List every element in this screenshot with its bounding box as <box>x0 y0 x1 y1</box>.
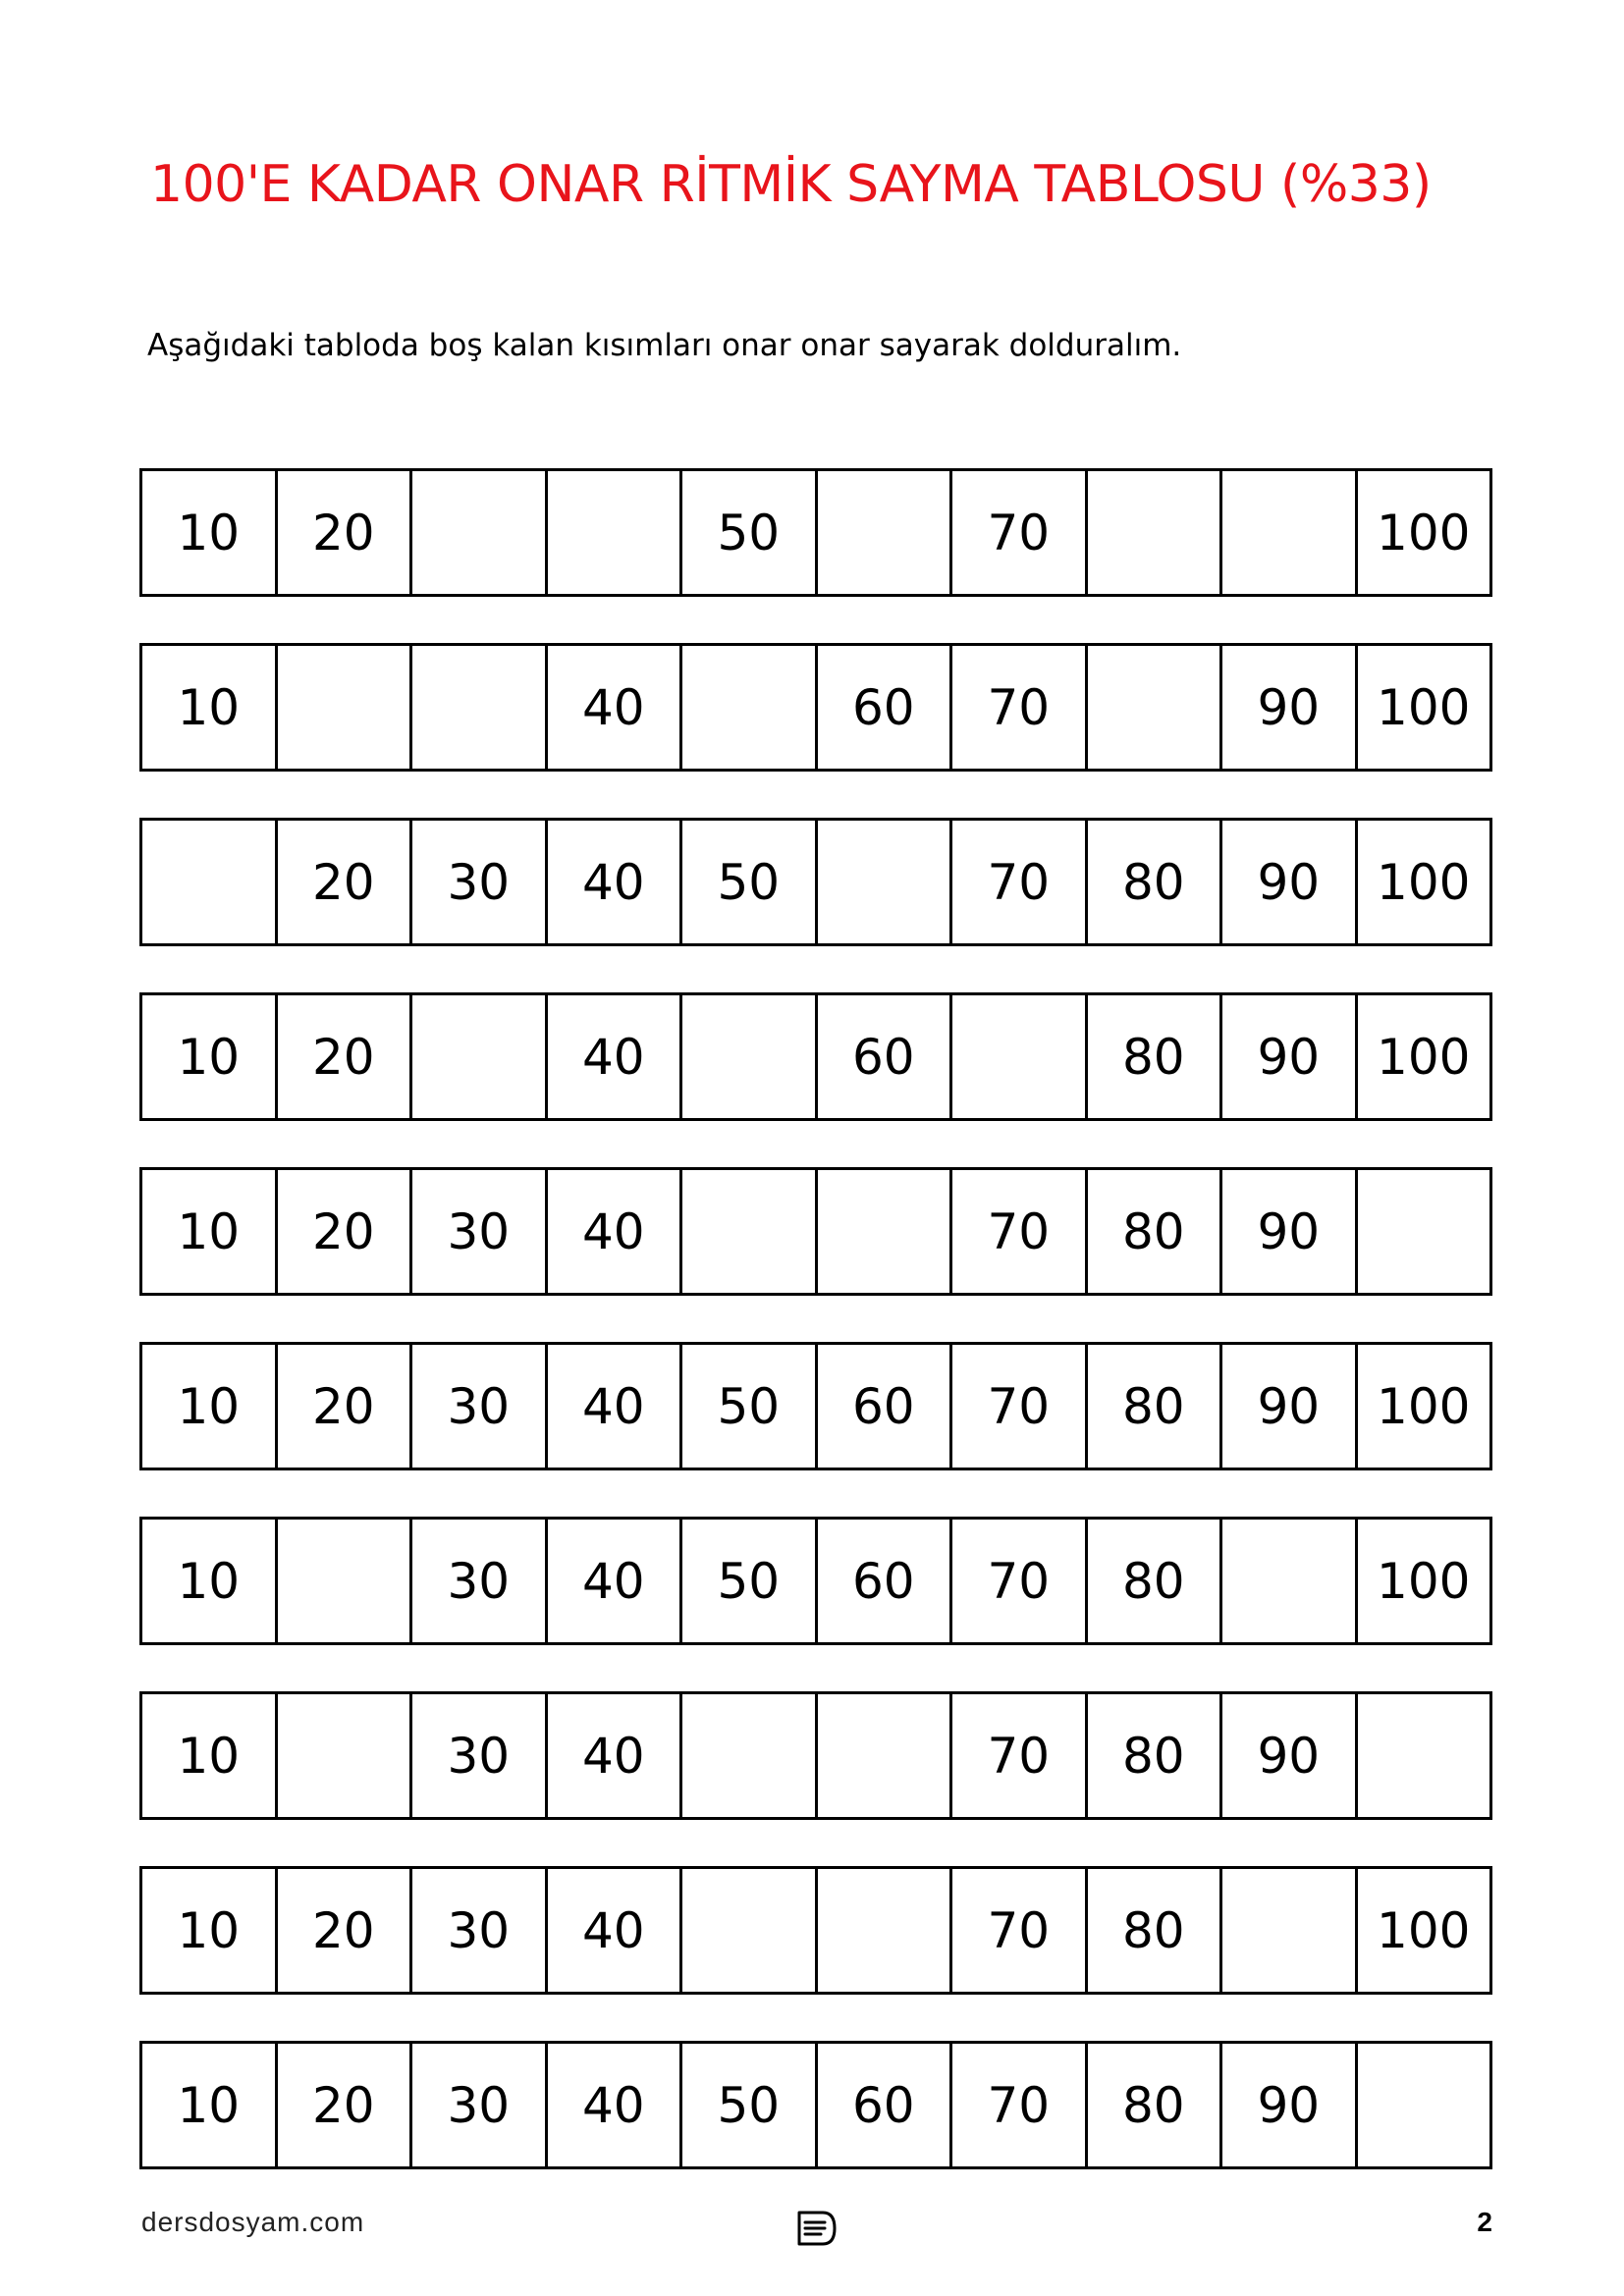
number-cell: 100 <box>1355 646 1490 769</box>
number-cell: 50 <box>679 1345 815 1468</box>
number-cell: 20 <box>275 1345 410 1468</box>
number-cell: 70 <box>949 821 1085 943</box>
blank-cell <box>679 995 815 1118</box>
number-cell: 70 <box>949 1694 1085 1817</box>
number-cell: 10 <box>177 678 241 736</box>
counting-table <box>139 468 1492 2216</box>
blank-cell <box>275 1694 410 1817</box>
number-cell: 60 <box>815 1345 950 1468</box>
number-cell: 80 <box>1085 1345 1220 1468</box>
number-cell: 30 <box>409 1694 545 1817</box>
number-cell: 90 <box>1219 2044 1355 2166</box>
number-cell: 30 <box>409 821 545 943</box>
blank-cell <box>1355 1694 1490 1817</box>
number-cell: 50 <box>679 821 815 943</box>
number-cell: 40 <box>545 1345 680 1468</box>
blank-cell <box>409 646 545 769</box>
blank-cell <box>815 1694 950 1817</box>
table-row <box>139 818 1492 946</box>
number-cell: 60 <box>815 646 950 769</box>
number-cell: 10 <box>177 1377 241 1435</box>
blank-cell <box>1219 1869 1355 1992</box>
number-cell: 20 <box>275 2044 410 2166</box>
blank-cell <box>1085 646 1220 769</box>
number-cell: 40 <box>545 1869 680 1992</box>
number-cell: 90 <box>1219 646 1355 769</box>
blank-cell <box>679 1170 815 1293</box>
number-cell: 50 <box>679 1520 815 1642</box>
table-row <box>139 992 1492 1121</box>
blank-cell <box>815 471 950 594</box>
number-cell: 10 <box>177 1202 241 1260</box>
blank-cell <box>1219 471 1355 594</box>
number-cell: 100 <box>1355 1345 1490 1468</box>
number-cell: 40 <box>545 646 680 769</box>
number-cell: 60 <box>815 995 950 1118</box>
number-cell: 100 <box>1355 995 1490 1118</box>
number-cell: 20 <box>275 1170 410 1293</box>
instruction-text: Aşağıdaki tabloda boş kalan kısımları onar onar sayarak dolduralım. <box>147 328 1182 363</box>
number-cell: 100 <box>1355 821 1490 943</box>
number-cell: 20 <box>275 995 410 1118</box>
table-row <box>139 1691 1492 1820</box>
table-row <box>139 1167 1492 1296</box>
number-cell: 50 <box>679 471 815 594</box>
blank-cell <box>142 821 275 943</box>
blank-cell <box>275 1520 410 1642</box>
number-cell: 50 <box>679 2044 815 2166</box>
blank-cell <box>409 471 545 594</box>
number-cell: 90 <box>1219 995 1355 1118</box>
blank-cell <box>679 1869 815 1992</box>
blank-cell <box>815 1170 950 1293</box>
number-cell: 20 <box>275 821 410 943</box>
number-cell: 10 <box>177 2076 241 2134</box>
number-cell: 40 <box>545 1170 680 1293</box>
number-cell: 30 <box>409 1520 545 1642</box>
number-cell: 20 <box>275 1869 410 1992</box>
number-cell: 90 <box>1219 1345 1355 1468</box>
blank-cell <box>545 471 680 594</box>
number-cell: 10 <box>177 504 241 561</box>
number-cell: 30 <box>409 2044 545 2166</box>
number-cell: 100 <box>1355 471 1490 594</box>
table-row <box>139 643 1492 772</box>
number-cell: 90 <box>1219 821 1355 943</box>
blank-cell <box>679 1694 815 1817</box>
number-cell: 60 <box>815 1520 950 1642</box>
table-row <box>139 1342 1492 1470</box>
blank-cell <box>409 995 545 1118</box>
blank-cell <box>679 646 815 769</box>
blank-cell <box>815 1869 950 1992</box>
blank-cell <box>949 995 1085 1118</box>
blank-cell <box>1219 1520 1355 1642</box>
number-cell: 60 <box>815 2044 950 2166</box>
number-cell: 70 <box>949 471 1085 594</box>
number-cell: 10 <box>177 1028 241 1086</box>
number-cell: 40 <box>545 995 680 1118</box>
number-cell: 30 <box>409 1345 545 1468</box>
number-cell: 100 <box>1355 1520 1490 1642</box>
number-cell: 80 <box>1085 2044 1220 2166</box>
blank-cell <box>1085 471 1220 594</box>
number-cell: 70 <box>949 646 1085 769</box>
number-cell: 10 <box>177 1727 241 1785</box>
number-cell: 70 <box>949 2044 1085 2166</box>
page-title: 100'E KADAR ONAR RİTMİK SAYMA TABLOSU (%33) <box>150 155 1432 214</box>
number-cell: 80 <box>1085 995 1220 1118</box>
blank-cell <box>1355 1170 1490 1293</box>
number-cell: 80 <box>1085 1869 1220 1992</box>
number-cell: 70 <box>949 1520 1085 1642</box>
number-cell: 70 <box>949 1345 1085 1468</box>
number-cell: 10 <box>177 1901 241 1959</box>
number-cell: 40 <box>545 1694 680 1817</box>
number-cell: 40 <box>545 821 680 943</box>
number-cell: 80 <box>1085 1170 1220 1293</box>
number-cell: 30 <box>409 1170 545 1293</box>
number-cell: 70 <box>949 1869 1085 1992</box>
blank-cell <box>815 821 950 943</box>
number-cell: 20 <box>275 471 410 594</box>
blank-cell <box>1355 2044 1490 2166</box>
table-row <box>139 1517 1492 1645</box>
table-row <box>139 2041 1492 2169</box>
number-cell: 70 <box>949 1170 1085 1293</box>
page-number: 2 <box>1477 2207 1492 2237</box>
number-cell: 80 <box>1085 821 1220 943</box>
number-cell: 80 <box>1085 1520 1220 1642</box>
document-lines-icon <box>795 2209 839 2248</box>
footer-site: dersdosyam.com <box>141 2207 365 2237</box>
number-cell: 10 <box>177 1552 241 1610</box>
number-cell: 90 <box>1219 1170 1355 1293</box>
table-row <box>139 468 1492 597</box>
number-cell: 100 <box>1355 1869 1490 1992</box>
number-cell: 80 <box>1085 1694 1220 1817</box>
blank-cell <box>275 646 410 769</box>
number-cell: 40 <box>545 1520 680 1642</box>
number-cell: 30 <box>409 1869 545 1992</box>
table-row <box>139 1866 1492 1995</box>
number-cell: 40 <box>545 2044 680 2166</box>
number-cell: 90 <box>1219 1694 1355 1817</box>
